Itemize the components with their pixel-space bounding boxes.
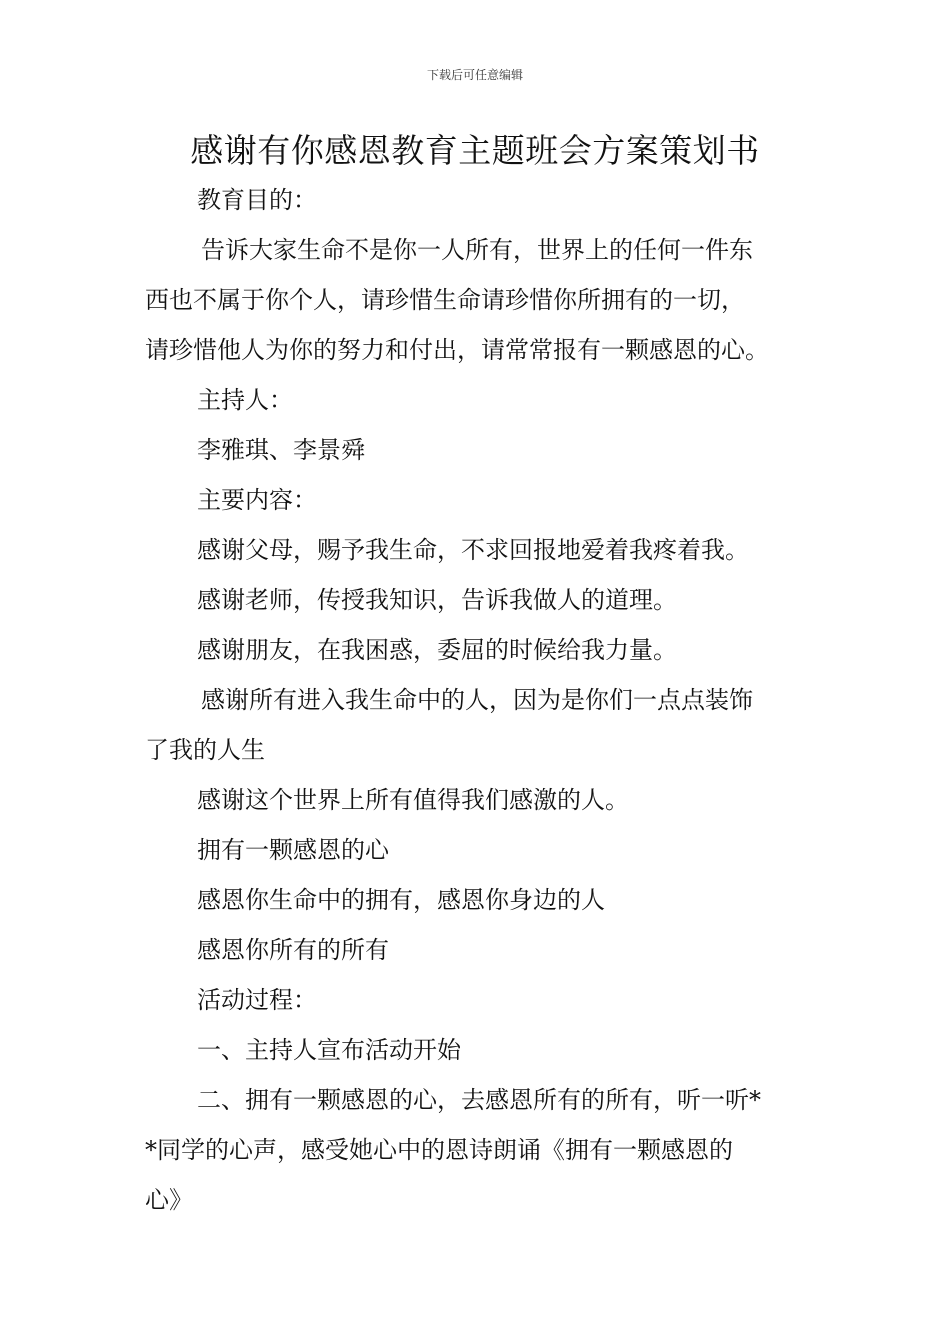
- paragraph-line: 了我的人生: [145, 736, 265, 764]
- paragraph-gratitude-all: 感恩你所有的所有: [197, 936, 389, 964]
- paragraph-thank-teachers: 感谢老师，传授我知识，告诉我做人的道理。: [197, 586, 677, 614]
- paragraph-host-heading: 主持人：: [197, 386, 293, 414]
- paragraph-main-content-heading: 主要内容：: [197, 486, 317, 514]
- paragraph-education-purpose-heading: 教育目的：: [197, 186, 317, 214]
- paragraph-line: 二、拥有一颗感恩的心，去感恩所有的所有，听一听*: [197, 1086, 761, 1114]
- paragraph-host-names: 李雅琪、李景舜: [197, 436, 365, 464]
- paragraph-grateful-heart: 拥有一颗感恩的心: [197, 836, 389, 864]
- paragraph-line: 心》: [145, 1186, 193, 1214]
- paragraph-step-one: 一、主持人宣布活动开始: [197, 1036, 461, 1064]
- paragraph-line: 告诉大家生命不是你一人所有，世界上的任何一件东: [201, 236, 753, 264]
- paragraph-thank-friends: 感谢朋友，在我困惑，委屈的时候给我力量。: [197, 636, 677, 664]
- paragraph-line: 感谢所有进入我生命中的人，因为是你们一点点装饰: [201, 686, 753, 714]
- paragraph-thank-everyone: [145, 681, 810, 781]
- paragraph-line: 西也不属于你个人，请珍惜生命请珍惜你所拥有的一切，: [145, 286, 745, 314]
- paragraph-step-two: [145, 1081, 810, 1231]
- paragraph-line: 请珍惜他人为你的努力和付出，请常常报有一颗感恩的心。: [145, 336, 769, 364]
- paragraph-thank-world: 感谢这个世界上所有值得我们感激的人。: [197, 786, 629, 814]
- paragraph-line: *同学的心声，感受她心中的恩诗朗诵《拥有一颗感恩的: [145, 1136, 733, 1164]
- paragraph-activity-process-heading: 活动过程：: [197, 986, 317, 1014]
- document-title: 感谢有你感恩教育主题班会方案策划书: [190, 131, 760, 170]
- page-header-note: 下载后可任意编辑: [426, 68, 523, 82]
- paragraph-gratitude-life: 感恩你生命中的拥有，感恩你身边的人: [197, 886, 605, 914]
- paragraph-thank-parents: 感谢父母，赐予我生命，不求回报地爱着我疼着我。: [197, 536, 749, 564]
- paragraph-education-purpose-body: [145, 231, 810, 381]
